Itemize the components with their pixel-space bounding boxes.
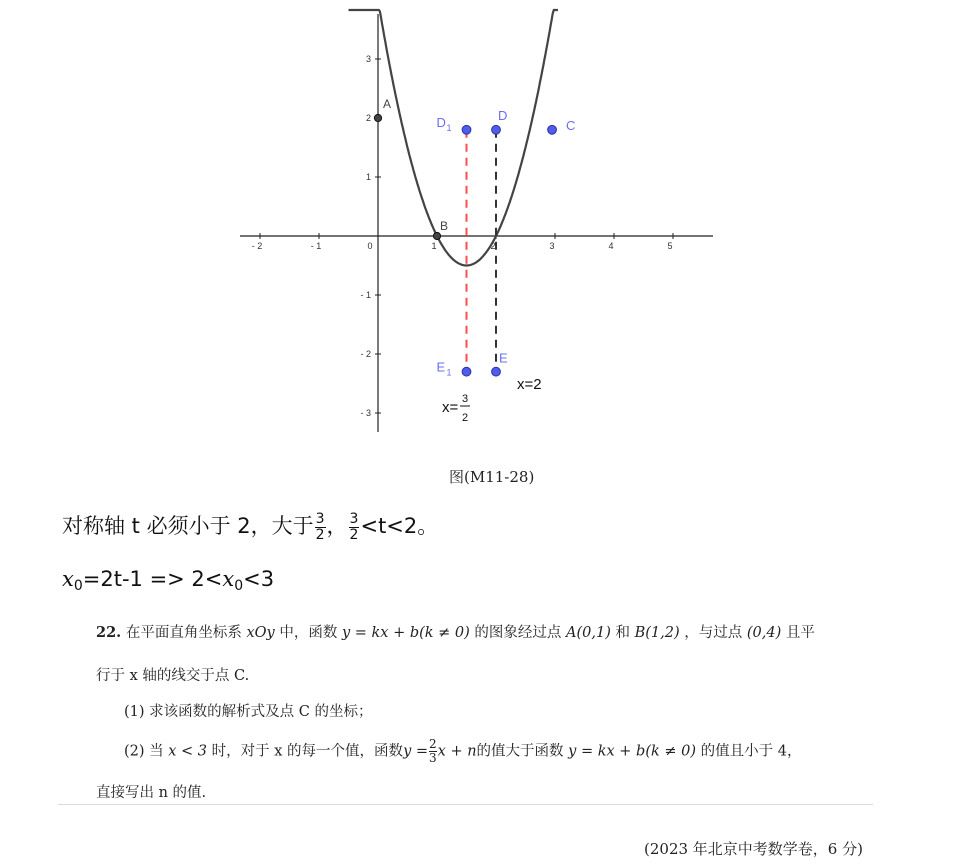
note-comma: ， [326, 514, 348, 538]
point-d1-label-sub: 1 [446, 122, 452, 133]
y-tick-label: 2 [365, 113, 371, 123]
q2-c: 的值大于函数 [476, 743, 564, 760]
figure-caption: 图(M11-28) [449, 468, 535, 486]
q2-expr: x + n [437, 743, 477, 760]
x-tick-label: 2 [490, 241, 496, 251]
parabola-curve [349, 10, 559, 266]
x0-sub-2: 0 [234, 578, 244, 594]
point-d-label: D [498, 107, 508, 123]
x0-sub: 0 [73, 578, 83, 594]
point-d [492, 125, 501, 134]
line-x32-label: x= [442, 399, 459, 416]
x-tick-label: 0 [367, 241, 373, 251]
x0-var-2: x [222, 567, 235, 591]
note-text: 对称轴 t 必须小于 2，大于 [62, 514, 314, 538]
note-mid: =2t-1 => 2< [82, 567, 223, 591]
q2-d: 的值且小于 4， [700, 743, 802, 760]
point-b-coord: B(1,2) [634, 625, 680, 641]
point-a-coord: A(0,1) [566, 625, 611, 641]
fraction-three-halves: $\frac{3}{2}$ [315, 510, 325, 543]
note-tail: <3 [243, 567, 275, 591]
x0-var: x [62, 567, 74, 591]
q2-condition: x < 3 [168, 743, 208, 760]
point-c-label: C [566, 117, 576, 133]
point-e1 [462, 367, 471, 376]
line-x32-den: 2 [461, 412, 469, 424]
y-tick-label: - 1 [360, 290, 371, 300]
q2-y: y = [403, 743, 429, 760]
question-1: (1) 求该函数的解析式及点 C 的坐标； [124, 704, 373, 720]
stem-and: 和 [615, 625, 630, 641]
x-tick-label: 4 [608, 241, 614, 251]
stem-d: ，与过点 [684, 625, 743, 641]
linear-function: y = kx + b(k ≠ 0) [341, 625, 470, 641]
divider-line [58, 804, 873, 805]
problem-line-1 [96, 621, 815, 642]
point-d1 [462, 125, 471, 134]
note-line-2 [62, 567, 274, 594]
line-x2-label: x=2 [517, 376, 542, 393]
x-tick-label: - 1 [310, 241, 322, 251]
q2-a: (2) 当 [124, 743, 164, 760]
source-citation: (2023 年北京中考数学卷，6 分) [644, 840, 863, 858]
stem-a: 在平面直角坐标系 [125, 625, 242, 641]
problem-line-2: 行于 x 轴的线交于点 C. [96, 668, 250, 684]
q2-b: 时，对于 x 的每一个值，函数 [211, 743, 404, 760]
y-tick-label: 3 [365, 54, 371, 64]
stem-b: 中，函数 [279, 625, 338, 641]
point-e [492, 367, 501, 376]
point-e-label: E [499, 350, 508, 366]
point-a-label: A [383, 97, 392, 111]
point-a [374, 114, 381, 121]
note-inequality: <t<2。 [360, 514, 439, 538]
line-x32-num: 3 [461, 393, 469, 405]
point-04: (0,4) [746, 625, 782, 641]
question-2 [124, 738, 801, 765]
point-e1-label-sub: 1 [446, 367, 452, 378]
stem-c: 的图象经过点 [474, 625, 562, 641]
y-tick-label: - 3 [360, 408, 371, 418]
x-tick-label: 5 [667, 241, 673, 251]
point-e1-label: E [436, 359, 446, 375]
stem-e: 且平 [785, 625, 815, 641]
point-c [548, 125, 557, 134]
x-tick-label: 1 [431, 241, 437, 251]
q2-func: y = kx + b(k ≠ 0) [568, 743, 697, 760]
note-line-1 [62, 510, 438, 543]
fraction-two-thirds: $\frac{2}{3}$ [429, 737, 437, 765]
y-tick-label: 1 [365, 172, 371, 182]
fraction-three-halves-2: $\frac{3}{2}$ [349, 510, 359, 543]
point-b [433, 232, 440, 239]
point-b-label: B [440, 219, 449, 233]
problem-number: 22. [96, 624, 122, 641]
y-tick-label: - 2 [360, 349, 371, 359]
x-tick-label: - 2 [251, 241, 263, 251]
x-tick-label: 3 [549, 241, 555, 251]
xoy-symbol: xOy [246, 625, 275, 641]
question-2-line-2: 直接写出 n 的值. [96, 785, 207, 801]
point-d1-label: D [436, 114, 446, 130]
